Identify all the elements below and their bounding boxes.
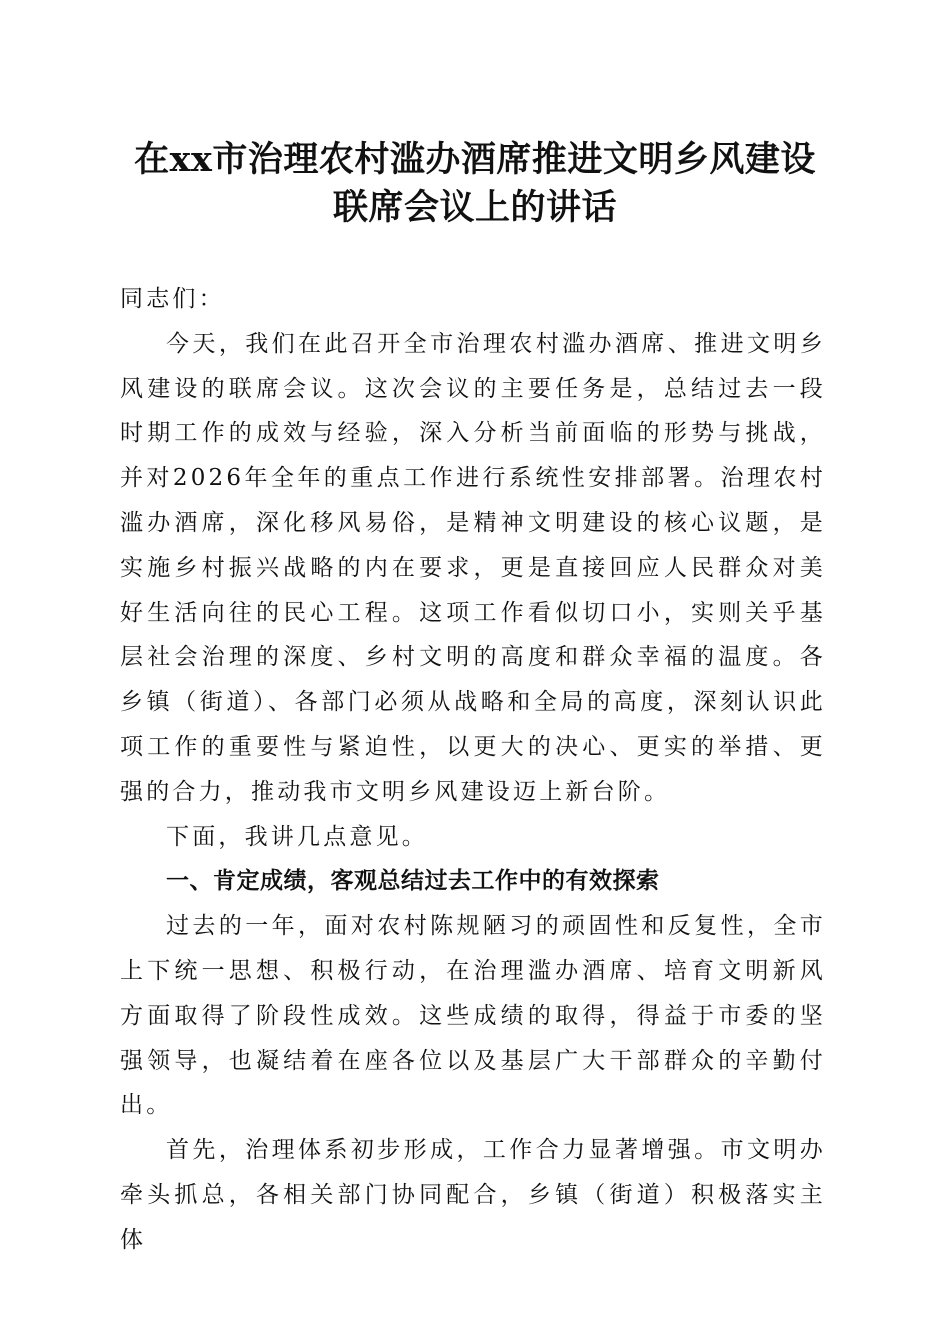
salutation: 同志们： [120, 286, 225, 312]
title-line-2: 联席会议上的讲话 [332, 187, 617, 228]
section1-paragraph-1: 过去的一年，面对农村陈规陋习的顽固性和反复性，全市上下统一思想、积极行动，在治理滥办酒席、培育文明新风方面取得了阶段性成效。这些成绩的取得，得益于市委的坚强领导，也凝结着在座各位以及基层广大干部群众的辛勤付出。 [120, 913, 826, 1119]
page-title [100, 136, 850, 232]
title-line-1: 在xx市治理农村滥办酒席推进文明乡风建设 [134, 139, 816, 180]
section1-paragraph-2: 首先，治理体系初步形成，工作合力显著增强。市文明办牵头抓总，各相关部门协同配合，乡镇（街道）积极落实主体 [120, 1137, 826, 1253]
transition-paragraph: 下面，我讲几点意见。 [166, 823, 428, 850]
document-body [120, 277, 826, 1263]
section-heading-1: 一、肯定成绩，客观总结过去工作中的有效探索 [166, 868, 660, 895]
intro-paragraph: 今天，我们在此召开全市治理农村滥办酒席、推进文明乡风建设的联席会议。这次会议的主要任务是，总结过去一段时期工作的成效与经验，深入分析当前面临的形势与挑战，并对2026年全年的重点工作进行系统性安排部署。治理农村滥办酒席，深化移风易俗，是精神文明建设的核心议题，是实施乡村振兴战略的内在要求，更是直接回应人民群众对美好生活向往的民心工程。这项工作看似切口小，实则关乎基层社会治理的深度、乡村文明的高度和群众幸福的温度。各乡镇（街道）、各部门必须从战略和全局的高度，深刻认识此项工作的重要性与紧迫性，以更大的决心、更实的举措、更强的合力，推动我市文明乡风建设迈上新台阶。 [120, 330, 826, 805]
